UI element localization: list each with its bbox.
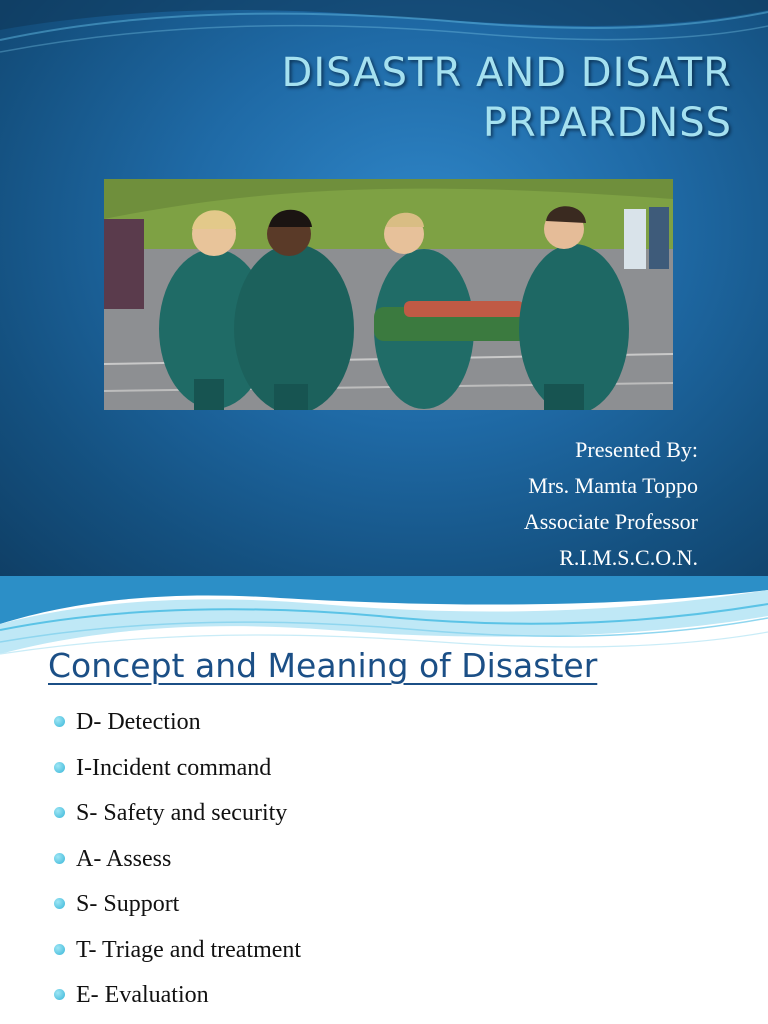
bullet-text: A- Assess — [76, 845, 172, 872]
nurses-stretcher-photo — [104, 179, 673, 410]
bullet-text: D- Detection — [76, 709, 201, 735]
bullet-dot-icon — [54, 944, 65, 955]
bullet-dot-icon — [54, 807, 65, 818]
bullet-list — [54, 702, 301, 1021]
list-item — [54, 702, 301, 748]
bullet-dot-icon — [54, 898, 65, 909]
bullet-text: I-Incident command — [76, 754, 272, 781]
concept-slide — [0, 640, 768, 1024]
list-item — [54, 793, 301, 839]
bullet-dot-icon — [54, 853, 65, 864]
presented-by-label: Presented By: — [575, 437, 698, 462]
list-item — [54, 930, 301, 976]
bullet-text: T- Triage and treatment — [76, 936, 302, 963]
list-item — [54, 748, 301, 794]
bullet-dot-icon — [54, 989, 65, 1000]
presenter-institution: R.I.M.S.C.O.N. — [559, 545, 698, 570]
list-item — [54, 975, 301, 1021]
presenter-name: Mrs. Mamta Toppo — [528, 473, 698, 498]
bullet-text: S- Support — [76, 891, 180, 917]
slide-title — [92, 48, 732, 148]
photo-illustration — [104, 179, 673, 410]
title-line-2: PRPARDNSS — [482, 100, 732, 146]
title-line-1: DISASTR AND DISATR — [281, 50, 732, 96]
presenter-designation: Associate Professor — [523, 509, 698, 534]
presenter-block — [524, 432, 698, 576]
list-item — [54, 839, 301, 885]
concept-slide-title: Concept and Meaning of Disaster — [48, 646, 598, 685]
bullet-text: E- Evaluation — [76, 982, 209, 1008]
bullet-text: S- Safety and security — [76, 800, 288, 826]
list-item — [54, 884, 301, 930]
bullet-dot-icon — [54, 762, 65, 773]
bullet-dot-icon — [54, 716, 65, 727]
